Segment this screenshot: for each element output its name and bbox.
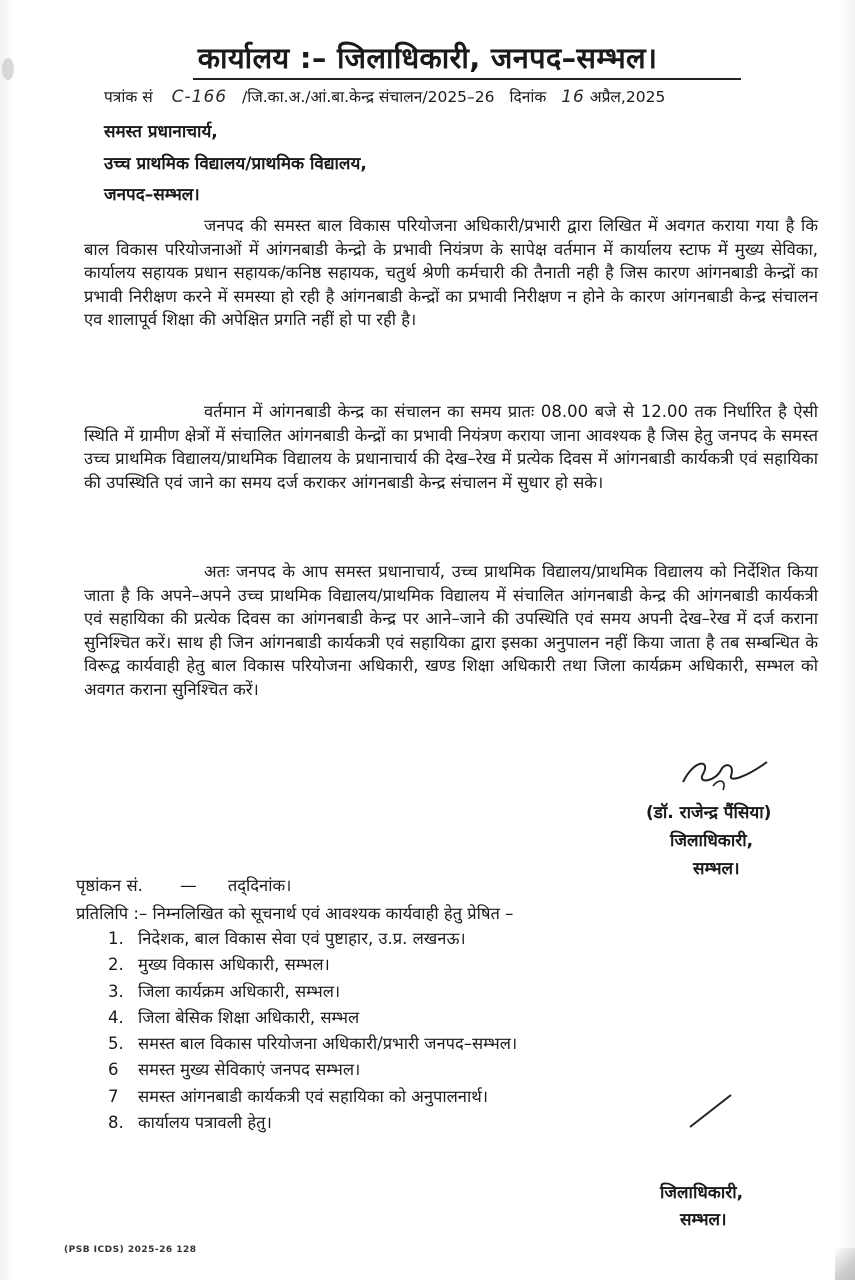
endorsement-dash: — xyxy=(180,876,197,895)
signatory-place: सम्भल। xyxy=(693,859,740,879)
list-item-number: 5. xyxy=(108,1034,124,1054)
date-month-year: अप्रैल,2025 xyxy=(589,88,666,106)
body-paragraph-2: वर्तमान में आंगनबाडी केन्द्र का संचालन का समय प्रातः 08.00 बजे से 12.00 तक निर्धारित है ऐसी स्थिति में ग्रामीण क्षेत्रों में संचालित आंगनबाडी केन्द्रों का प्रभावी नियंत्रण कराया जाना आवश्यक है जिस हेतु जनपद के समस्त उच्च प्राथमिक विद्यालय/प्राथमिक विद्यालय के प्रधानाचार्य की देख–रेख में प्रत्येक दिवस में आंगनबाडी कार्यकत्री एवं सहायिका की उपस्थिति एवं जाने का समय दर्ज कराकर आंगनबाडी केन्द्र संचालन में सुधार हो सके। xyxy=(84,402,818,492)
date-day: 16 xyxy=(561,87,585,107)
list-item-text: जिला कार्यक्रम अधिकारी, सम्भल। xyxy=(138,981,341,1001)
addressee-line-3: जनपद–सम्भल। xyxy=(104,185,200,205)
list-item xyxy=(108,952,517,978)
endorsement-line xyxy=(76,874,291,898)
list-item xyxy=(108,926,517,952)
copy-list xyxy=(108,926,517,1136)
list-item xyxy=(108,1057,517,1083)
reference-prefix: पत्रांक सं xyxy=(104,88,153,106)
signature-mark xyxy=(675,752,775,802)
copy-intro: प्रतिलिपि :– निम्नलिखित को सूचनार्थ एवं आवश्यक कार्यवाही हेतु प्रेषित – xyxy=(76,904,514,923)
footer-code: (PSB ICDS) 2025-26 128 xyxy=(64,1245,197,1255)
reference-number: C-166 xyxy=(171,87,228,107)
reference-code: /जि.का.अ./आं.बा.केन्द्र संचालन/2025–26 xyxy=(242,88,495,106)
body-paragraph-3: अतः जनपद के आप समस्त प्रधानाचार्य, उच्च प्राथमिक विद्यालय/प्राथमिक विद्यालय को निर्देशित किया जाता है कि अपने–अपने उच्च प्राथमिक विद्यालय/प्राथमिक विद्यालय में संचालित आंगनबाडी केन्द्र की आंगनबाडी कार्यकत्री एवं सहायिका की प्रत्येक दिवस का आंगनबाडी केन्द्र पर आने–जाने की उपस्थिति एवं समय अपनी देख–रेख में दर्ज कराना सुनिश्चित करें। साथ ही जिन आंगनबाडी कार्यकत्री एवं सहायिका द्वारा इसका अनुपालन नहीं किया जाता है तब सम्बन्धित के विरूद्व कार्यवाही हेतु बाल विकास परियोजना अधिकारी, खण्ड शिक्षा अधिकारी तथा जिला कार्यक्रम अधिकारी, सम्भल को अवगत कराना सुनिश्चित करें। xyxy=(84,562,818,699)
addressee-line-1: समस्त प्रधानाचार्य, xyxy=(104,122,218,142)
list-item-number: 4. xyxy=(108,1007,124,1027)
list-item-number: 1. xyxy=(108,929,124,948)
addressee-line-2: उच्च प्राथमिक विद्यालय/प्राथमिक विद्यालय, xyxy=(104,154,367,174)
list-item xyxy=(108,979,517,1005)
page-corner-shadow xyxy=(835,1248,855,1280)
body-paragraph-1: जनपद की समस्त बाल विकास परियोजना अधिकारी/प्रभारी द्वारा लिखित में अवगत कराया गया है कि बाल विकास परियोजनाओं में आंगनबाडी केन्द्रो के प्रभावी नियंत्रण के सापेक्ष वर्तमान में कार्यालय स्टाफ में मुख्य सेविका, कार्यालय सहायक प्रधान सहायक/कनिष्ठ सहायक, चतुर्थ श्रेणी कर्मचारी की तैनाती नही है जिस कारण आंगनबाडी केन्द्रों का प्रभावी निरीक्षण करने में समस्या हो रही है आंगनबाडी केन्द्रों का प्रभावी निरीक्षण न होने के कारण आंगनबाडी केन्द्र संचालन एव शालापूर्व शिक्षा की अपेक्षित प्रगति नहीं हो पा रही है। xyxy=(84,216,818,329)
endorsement-date: तद्‌दिनांक। xyxy=(227,876,292,895)
endorsement-label: पृष्ठांकन सं. xyxy=(76,876,143,895)
date-label: दिनांक xyxy=(509,88,547,106)
signatory2-place: सम्भल। xyxy=(680,1210,727,1230)
signatory-name: (डॉ. राजेन्द्र पैंसिया) xyxy=(646,803,772,823)
list-item-text: कार्यालय पत्रावली हेतु। xyxy=(138,1113,272,1133)
list-item-text: जिला बेसिक शिक्षा अधिकारी, सम्भल xyxy=(138,1007,360,1027)
list-item-text: निदेशक, बाल विकास सेवा एवं पुष्टाहार, उ.प्र. लखनऊ। xyxy=(138,929,466,948)
list-item-text: समस्त मुख्य सेविकाएं जनपद सम्भल। xyxy=(138,1060,361,1080)
list-item xyxy=(108,1005,517,1031)
reference-line xyxy=(104,86,824,108)
list-item-number: 7 xyxy=(108,1086,119,1106)
signatory2-designation: जिलाधिकारी, xyxy=(660,1183,744,1203)
list-item-number: 3. xyxy=(108,981,124,1001)
heading-underline xyxy=(193,78,741,80)
signatory-designation: जिलाधिकारी, xyxy=(670,831,754,851)
list-item-number: 2. xyxy=(108,955,124,975)
list-item-text: समस्त आंगनबाडी कार्यकत्री एवं सहायिका को अनुपालनार्थ। xyxy=(138,1086,489,1106)
office-heading: कार्यालय :– जिलाधिकारी, जनपद–सम्भल। xyxy=(197,41,658,75)
list-item-text: समस्त बाल विकास परियोजना अधिकारी/प्रभारी जनपद–सम्भल। xyxy=(138,1034,518,1054)
list-item xyxy=(108,1031,517,1057)
list-item-text: मुख्य विकास अधिकारी, सम्भल। xyxy=(138,955,330,975)
list-item xyxy=(108,1084,517,1110)
list-item-number: 6 xyxy=(108,1060,119,1080)
list-item xyxy=(108,1110,517,1136)
list-item-number: 8. xyxy=(108,1113,124,1133)
initial-pen-stroke xyxy=(689,1094,731,1128)
